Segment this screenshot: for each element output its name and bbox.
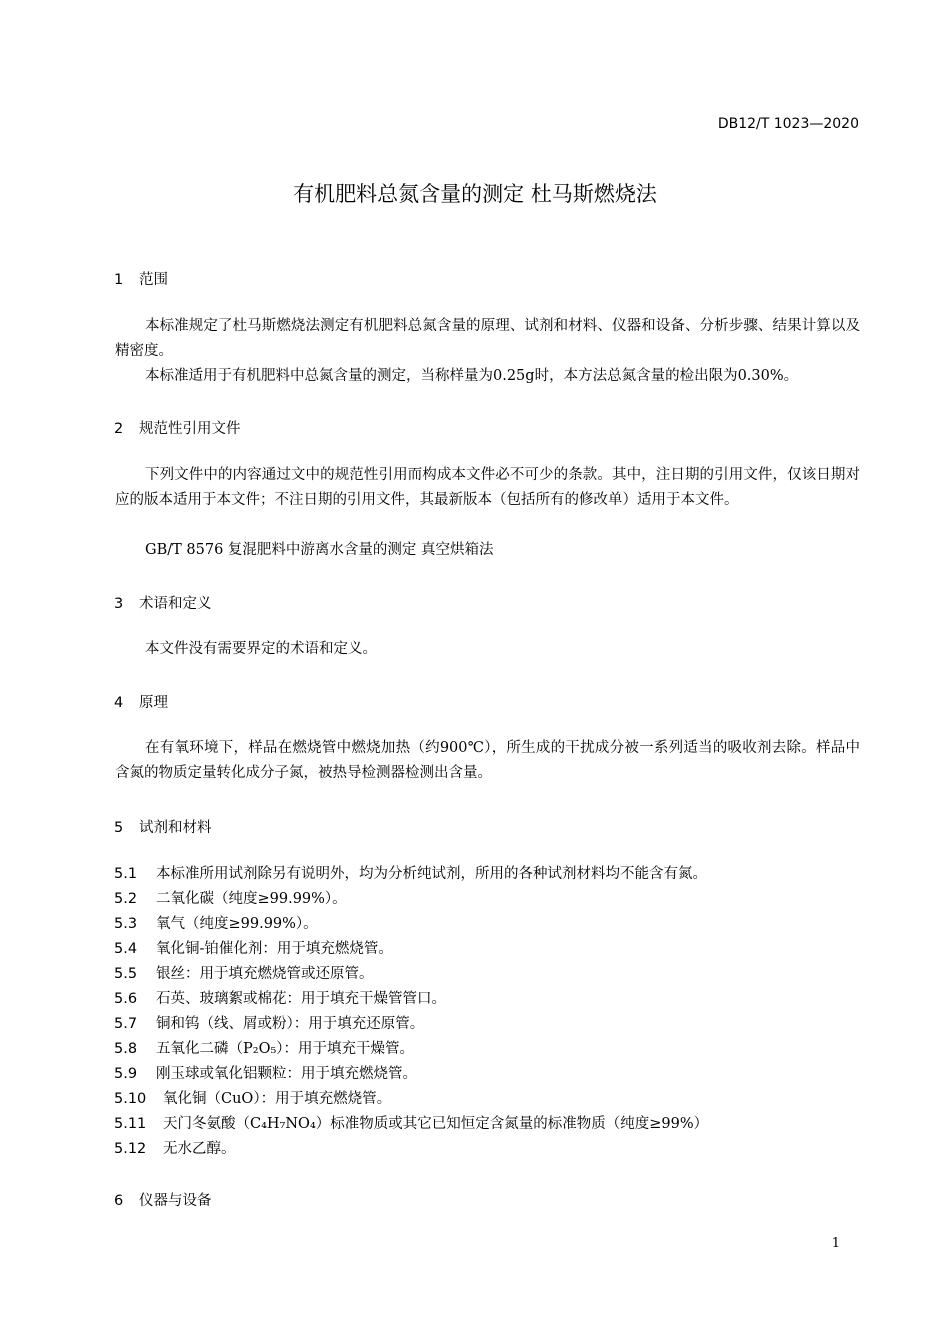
item-text: 二氧化碳（纯度≥99.99%）。 (156, 891, 347, 907)
section-2-heading (114, 417, 241, 438)
item-number: 5.12 (114, 1141, 147, 1157)
item-text: 天门冬氨酸（C₄H₇NO₄）标准物质或其它已知恒定含氮量的标准物质（纯度≥99%） (163, 1116, 709, 1132)
section-1-paragraph-1: 本标准规定了杜马斯燃烧法测定有机肥料总氮含量的原理、试剂和材料、仪器和设备、分析步骤、结果计算以及精密度。 (115, 318, 860, 359)
section-1-heading (114, 268, 168, 289)
list-item (114, 1012, 424, 1033)
section-5-heading (114, 816, 212, 837)
page-number: 1 (831, 1236, 840, 1251)
document-title: 有机肥料总氮含量的测定 杜马斯燃烧法 (293, 182, 657, 206)
section-4-paragraph-1: 在有氧环境下，样品在燃烧管中燃烧加热（约900℃），所生成的干扰成分被一系列适当的吸收剂去除。样品中含氮的物质定量转化成分子氮，被热导检测器检测出含量。 (115, 740, 860, 781)
list-item (114, 887, 347, 908)
item-text: 氧气（纯度≥99.99%）。 (156, 916, 318, 932)
document-code: DB12/T 1023—2020 (717, 116, 859, 132)
item-number: 5.6 (114, 991, 138, 1007)
item-number: 5.11 (114, 1116, 147, 1132)
item-text: 氧化铜-铂催化剂：用于填充燃烧管。 (156, 941, 393, 957)
item-text: 银丝：用于填充燃烧管或还原管。 (156, 966, 374, 982)
section-title: 试剂和材料 (139, 820, 212, 836)
item-text: 石英、玻璃絮或棉花：用于填充干燥管管口。 (156, 991, 446, 1007)
section-number: 4 (114, 695, 124, 711)
list-item (114, 1087, 391, 1108)
item-number: 5.4 (114, 941, 138, 957)
item-text: 本标准所用试剂除另有说明外，均为分析纯试剂，所用的各种试剂材料均不能含有氮。 (156, 866, 707, 882)
item-number: 5.9 (114, 1066, 138, 1082)
section-number: 6 (114, 1193, 124, 1209)
item-number: 5.10 (114, 1091, 147, 1107)
list-item (114, 862, 707, 883)
list-item (114, 1112, 708, 1133)
item-number: 5.1 (114, 866, 138, 882)
item-text: 无水乙醇。 (163, 1141, 236, 1157)
list-item (114, 1137, 236, 1158)
section-1-paragraph-2: 本标准适用于有机肥料中总氮含量的测定，当称样量为0.25g时，本方法总氮含量的检出限为0.30%。 (145, 368, 799, 384)
list-item (114, 1037, 414, 1058)
list-item (114, 987, 446, 1008)
item-number: 5.2 (114, 891, 138, 907)
section-number: 2 (114, 421, 124, 437)
section-number: 3 (114, 596, 124, 612)
section-3-heading (114, 592, 212, 613)
list-item (114, 937, 393, 958)
section-2-paragraph-1: 下列文件中的内容通过文中的规范性引用而构成本文件必不可少的条款。其中，注日期的引用文件，仅该日期对应的版本适用于本文件；不注日期的引用文件，其最新版本（包括所有的修改单）适用于本文件。 (115, 467, 860, 508)
section-title: 仪器与设备 (139, 1193, 212, 1209)
section-2-reference: GB/T 8576 复混肥料中游离水含量的测定 真空烘箱法 (145, 542, 494, 558)
section-number: 1 (114, 272, 124, 288)
item-number: 5.8 (114, 1041, 138, 1057)
list-item (114, 1062, 417, 1083)
section-number: 5 (114, 820, 124, 836)
section-3-paragraph-1: 本文件没有需要界定的术语和定义。 (145, 641, 377, 657)
section-title: 范围 (139, 272, 168, 288)
item-text: 氧化铜（CuO）：用于填充燃烧管。 (163, 1091, 392, 1107)
item-text: 五氧化二磷（P₂O₅）：用于填充干燥管。 (156, 1041, 415, 1057)
list-item (114, 912, 318, 933)
section-4-heading (114, 691, 168, 712)
item-text: 铜和钨（线、屑或粉）：用于填充还原管。 (156, 1016, 425, 1032)
section-title: 术语和定义 (139, 596, 212, 612)
item-number: 5.5 (114, 966, 138, 982)
section-6-heading (114, 1189, 212, 1210)
item-text: 刚玉球或氧化铝颗粒：用于填充燃烧管。 (156, 1066, 417, 1082)
section-title: 原理 (139, 695, 168, 711)
section-title: 规范性引用文件 (139, 421, 241, 437)
list-item (114, 962, 374, 983)
item-number: 5.3 (114, 916, 138, 932)
item-number: 5.7 (114, 1016, 138, 1032)
